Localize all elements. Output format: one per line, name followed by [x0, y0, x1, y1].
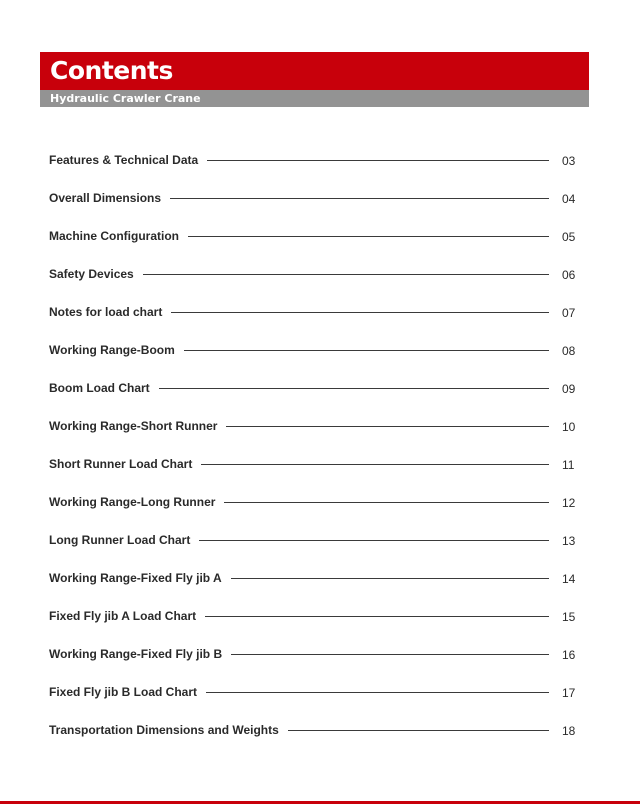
toc-leader-line	[207, 160, 549, 161]
toc-leader-line	[288, 730, 549, 731]
toc-entry[interactable]	[49, 720, 576, 758]
toc-entry-title: Working Range-Boom	[49, 343, 175, 357]
footer-divider	[0, 801, 640, 804]
toc-entry[interactable]	[49, 454, 576, 492]
toc-entry[interactable]	[49, 682, 576, 720]
toc-entry-title: Safety Devices	[49, 267, 134, 281]
toc-entry-title: Working Range-Fixed Fly jib B	[49, 647, 223, 661]
toc-entry[interactable]	[49, 416, 576, 454]
toc-page-number: 09	[562, 382, 576, 396]
toc-page-number: 03	[562, 154, 576, 168]
page-title: Contents	[50, 56, 173, 85]
toc-page-number: 15	[562, 610, 576, 624]
header-title-bar	[40, 52, 589, 90]
toc-entry[interactable]	[49, 302, 576, 340]
toc-page-number: 17	[562, 686, 576, 700]
table-of-contents	[49, 150, 576, 758]
toc-entry-title: Features & Technical Data	[49, 153, 199, 167]
toc-entry-title: Boom Load Chart	[49, 381, 150, 395]
toc-leader-line	[171, 312, 549, 313]
toc-page-number: 06	[562, 268, 576, 282]
toc-leader-line	[199, 540, 549, 541]
toc-leader-line	[188, 236, 549, 237]
toc-leader-line	[226, 426, 549, 427]
toc-entry[interactable]	[49, 492, 576, 530]
toc-entry-title: Notes for load chart	[49, 305, 163, 319]
toc-entry[interactable]	[49, 226, 576, 264]
toc-leader-line	[201, 464, 549, 465]
toc-leader-line	[205, 616, 549, 617]
toc-leader-line	[206, 692, 549, 693]
toc-page-number: 05	[562, 230, 576, 244]
toc-entry[interactable]	[49, 264, 576, 302]
toc-leader-line	[170, 198, 549, 199]
header-subtitle-bar	[40, 90, 589, 107]
toc-page-number: 13	[562, 534, 576, 548]
toc-leader-line	[159, 388, 549, 389]
toc-page-number: 12	[562, 496, 576, 510]
toc-page-number: 08	[562, 344, 576, 358]
toc-page-number: 16	[562, 648, 576, 662]
toc-entry[interactable]	[49, 530, 576, 568]
toc-entry-title: Short Runner Load Chart	[49, 457, 193, 471]
toc-page-number: 11	[562, 458, 575, 472]
toc-leader-line	[224, 502, 549, 503]
toc-entry[interactable]	[49, 378, 576, 416]
toc-page-number: 07	[562, 306, 576, 320]
toc-leader-line	[231, 578, 549, 579]
toc-entry[interactable]	[49, 150, 576, 188]
toc-entry[interactable]	[49, 340, 576, 378]
toc-entry[interactable]	[49, 606, 576, 644]
toc-page-number: 18	[562, 724, 576, 738]
toc-entry-title: Working Range-Short Runner	[49, 419, 218, 433]
toc-page-number: 04	[562, 192, 576, 206]
toc-entry-title: Fixed Fly jib A Load Chart	[49, 609, 197, 623]
toc-entry[interactable]	[49, 568, 576, 606]
toc-leader-line	[231, 654, 549, 655]
toc-entry[interactable]	[49, 644, 576, 682]
toc-page-number: 14	[562, 572, 576, 586]
toc-entry-title: Working Range-Fixed Fly jib A	[49, 571, 222, 585]
toc-entry-title: Long Runner Load Chart	[49, 533, 191, 547]
toc-leader-line	[184, 350, 549, 351]
toc-entry-title: Fixed Fly jib B Load Chart	[49, 685, 198, 699]
toc-entry-title: Working Range-Long Runner	[49, 495, 216, 509]
toc-entry-title: Overall Dimensions	[49, 191, 162, 205]
toc-entry-title: Transportation Dimensions and Weights	[49, 723, 279, 737]
toc-page-number: 10	[562, 420, 576, 434]
toc-leader-line	[143, 274, 549, 275]
toc-entry[interactable]	[49, 188, 576, 226]
toc-entry-title: Machine Configuration	[49, 229, 179, 243]
page-subtitle: Hydraulic Crawler Crane	[50, 92, 201, 105]
